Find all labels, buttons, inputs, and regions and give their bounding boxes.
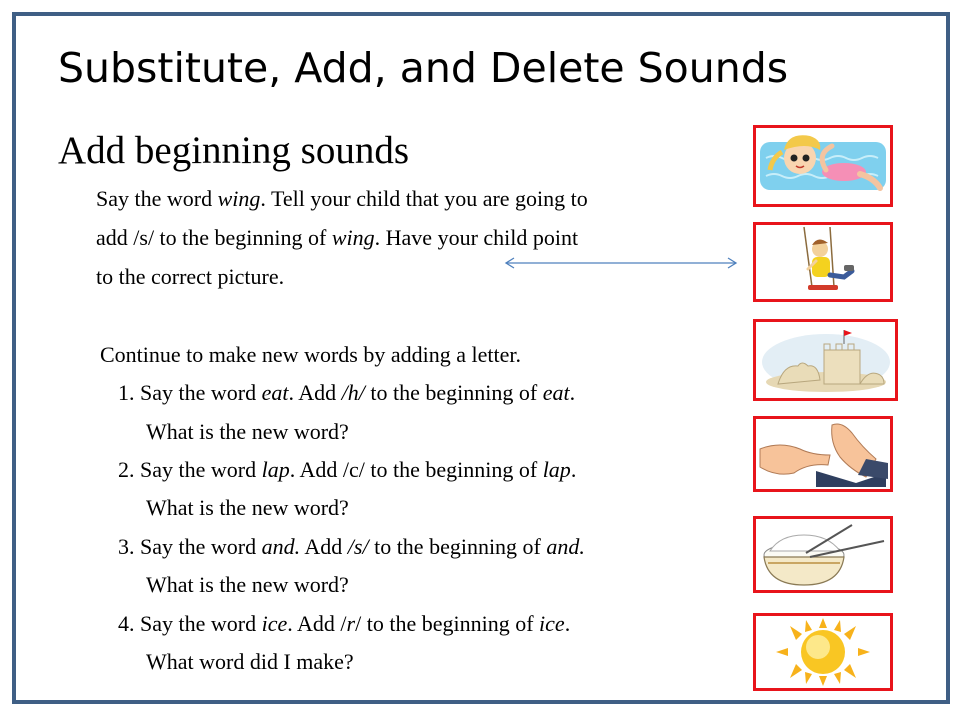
picture-sandcastle[interactable]: [753, 319, 898, 401]
item-2-line: 2. Say the word lap. Add /c/ to the beginning of lap.: [118, 457, 577, 482]
item-3-line: 3. Say the word and. Add /s/ to the beginning of and.: [118, 534, 585, 559]
clapping-hands-icon: [756, 419, 890, 489]
sun-icon: [756, 616, 890, 688]
sandcastle-icon: [756, 322, 895, 398]
intro-line-2: add /s/ to the beginning of wing. Have your child point: [96, 225, 579, 250]
item-4-line: 4. Say the word ice. Add /r/ to the beginning of ice.: [118, 611, 571, 636]
rice-bowl-icon: [756, 519, 890, 590]
item-1-question: What is the new word?: [146, 419, 349, 444]
double-arrow-icon: [503, 254, 739, 272]
item-2-question: What is the new word?: [146, 495, 349, 520]
intro-line-3: to the correct picture.: [96, 264, 285, 289]
picture-swimmer[interactable]: [753, 125, 893, 207]
swing-icon: [756, 225, 890, 299]
item-4-question: What word did I make?: [146, 649, 354, 674]
picture-sun[interactable]: [753, 613, 893, 691]
item-3-question: What is the new word?: [146, 572, 349, 597]
continue-line: Continue to make new words by adding a letter.: [100, 342, 521, 367]
intro-line-1: Say the word wing. Tell your child that you are going to: [96, 186, 588, 211]
slide-title: Substitute, Add, and Delete Sounds: [58, 44, 789, 92]
picture-swing[interactable]: [753, 222, 893, 302]
swimmer-icon: [756, 128, 890, 204]
picture-rice-bowl[interactable]: [753, 516, 893, 593]
item-1-line: 1. Say the word eat. Add /h/ to the beginning of eat.: [118, 380, 576, 405]
slide-subtitle: Add beginning sounds: [58, 129, 409, 172]
picture-clapping-hands[interactable]: [753, 416, 893, 492]
